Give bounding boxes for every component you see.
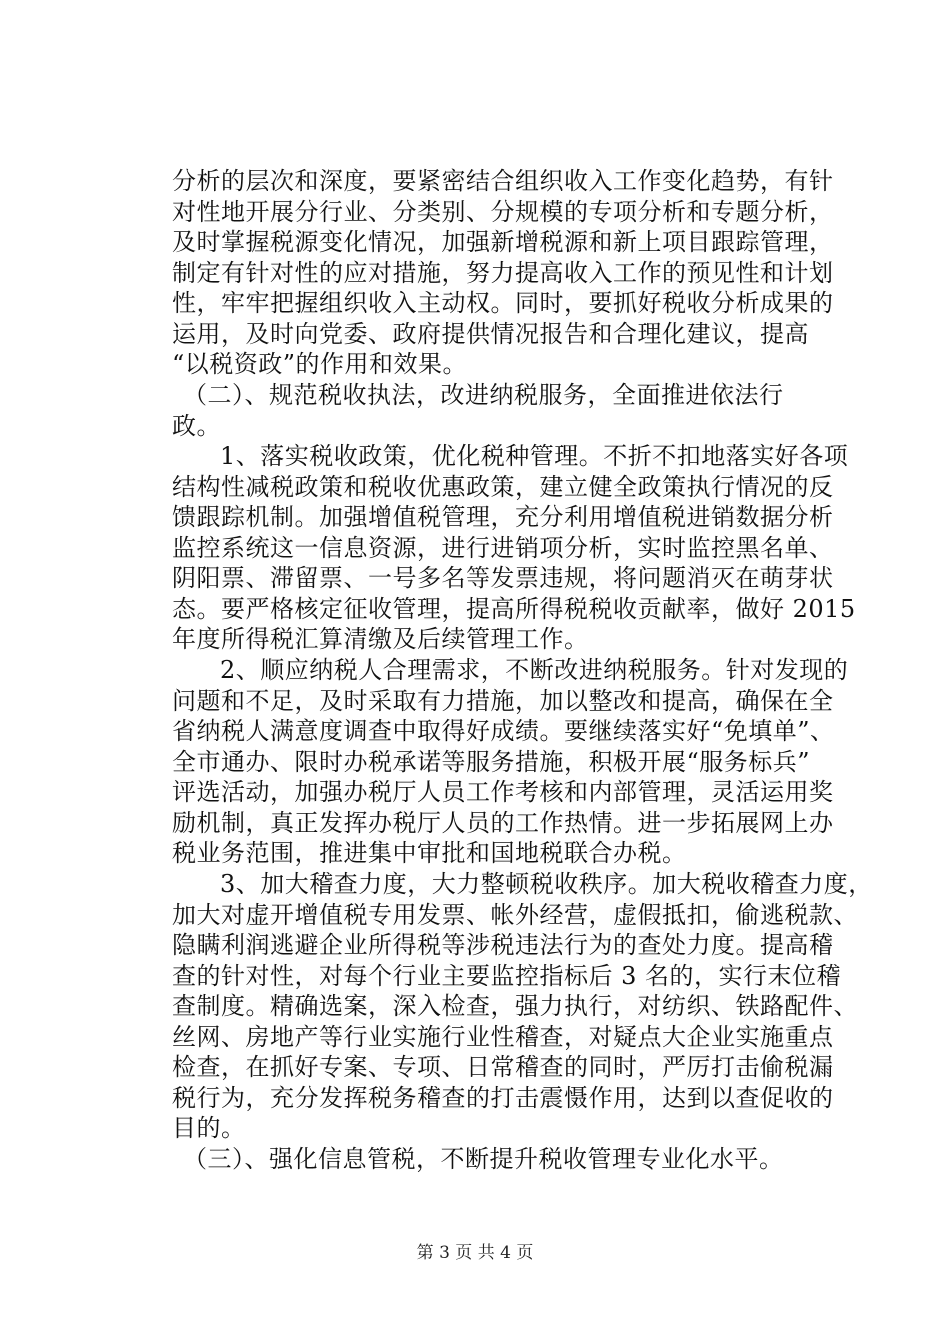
body-line: 运用，及时向党委、政府提供情况报告和合理化建议，提高 (172, 320, 809, 348)
body-line: 励机制，真正发挥办税厅人员的工作热情。进一步拓展网上办 (172, 809, 834, 837)
body-line: 馈跟踪机制。加强增值税管理，充分利用增值税进销数据分析 (172, 503, 834, 531)
body-line: 年度所得税汇算清缴及后续管理工作。 (172, 625, 589, 653)
body-line: 问题和不足，及时采取有力措施，加以整改和提高，确保在全 (172, 687, 834, 715)
body-line: 目的。 (172, 1114, 246, 1142)
body-line: 隐瞒利润逃避企业所得税等涉税违法行为的查处力度。提高稽 (172, 931, 834, 959)
body-line: 评选活动，加强办税厅人员工作考核和内部管理，灵活运用奖 (172, 778, 834, 806)
body-line: 对性地开展分行业、分类别、分规模的专项分析和专题分析， (172, 198, 834, 226)
paragraph-first-line: 1、落实税收政策，优化税种管理。不折不扣地落实好各项 (220, 442, 849, 470)
section-heading-cont: 政。 (172, 412, 221, 440)
body-line: 结构性减税政策和税收优惠政策，建立健全政策执行情况的反 (172, 473, 834, 501)
body-line: 加大对虚开增值税专用发票、帐外经营，虚假抵扣，偷逃税款、 (172, 901, 858, 929)
paragraph-first-line: 3、加大稽查力度，大力整顿税收秩序。加大税收稽查力度， (220, 870, 873, 898)
section-heading: （三）、强化信息管税，不断提升税收管理专业化水平。 (183, 1145, 784, 1173)
body-line: 省纳税人满意度调查中取得好成绩。要继续落实好“免填单”、 (172, 717, 835, 745)
body-line: 态。要严格核定征收管理，提高所得税税收贡献率，做好 2015 (172, 595, 856, 623)
body-line: 税行为，充分发挥税务稽查的打击震慑作用，达到以查促收的 (172, 1084, 834, 1112)
body-line: 性，牢牢把握组织收入主动权。同时，要抓好税收分析成果的 (172, 289, 834, 317)
body-line: 查的针对性，对每个行业主要监控指标后 3 名的，实行末位稽 (172, 962, 842, 990)
body-line: 分析的层次和深度，要紧密结合组织收入工作变化趋势，有针 (172, 167, 834, 195)
page-number-footer: 第 3 页 共 4 页 (416, 1243, 534, 1263)
body-line: 检查，在抓好专案、专项、日常稽查的同时，严厉打击偷税漏 (172, 1053, 834, 1081)
body-line: 阴阳票、滞留票、一号多名等发票违规，将问题消灭在萌芽状 (172, 564, 834, 592)
body-line: 监控系统这一信息资源，进行进销项分析，实时监控黑名单、 (172, 534, 834, 562)
body-line: 丝网、房地产等行业实施行业性稽查，对疑点大企业实施重点 (172, 1023, 834, 1051)
paragraph-first-line: 2、顺应纳税人合理需求，不断改进纳税服务。针对发现的 (220, 656, 849, 684)
body-line: “以税资政”的作用和效果。 (172, 350, 468, 378)
section-heading: （二）、规范税收执法，改进纳税服务，全面推进依法行 (183, 381, 784, 409)
body-line: 制定有针对性的应对措施，努力提高收入工作的预见性和计划 (172, 259, 834, 287)
body-line: 税业务范围，推进集中审批和国地税联合办税。 (172, 839, 687, 867)
body-line: 全市通办、限时办税承诺等服务措施，积极开展“服务标兵” (172, 748, 811, 776)
body-line: 查制度。精确选案，深入检查，强力执行，对纺织、铁路配件、 (172, 992, 858, 1020)
body-line: 及时掌握税源变化情况，加强新增税源和新上项目跟踪管理， (172, 228, 834, 256)
